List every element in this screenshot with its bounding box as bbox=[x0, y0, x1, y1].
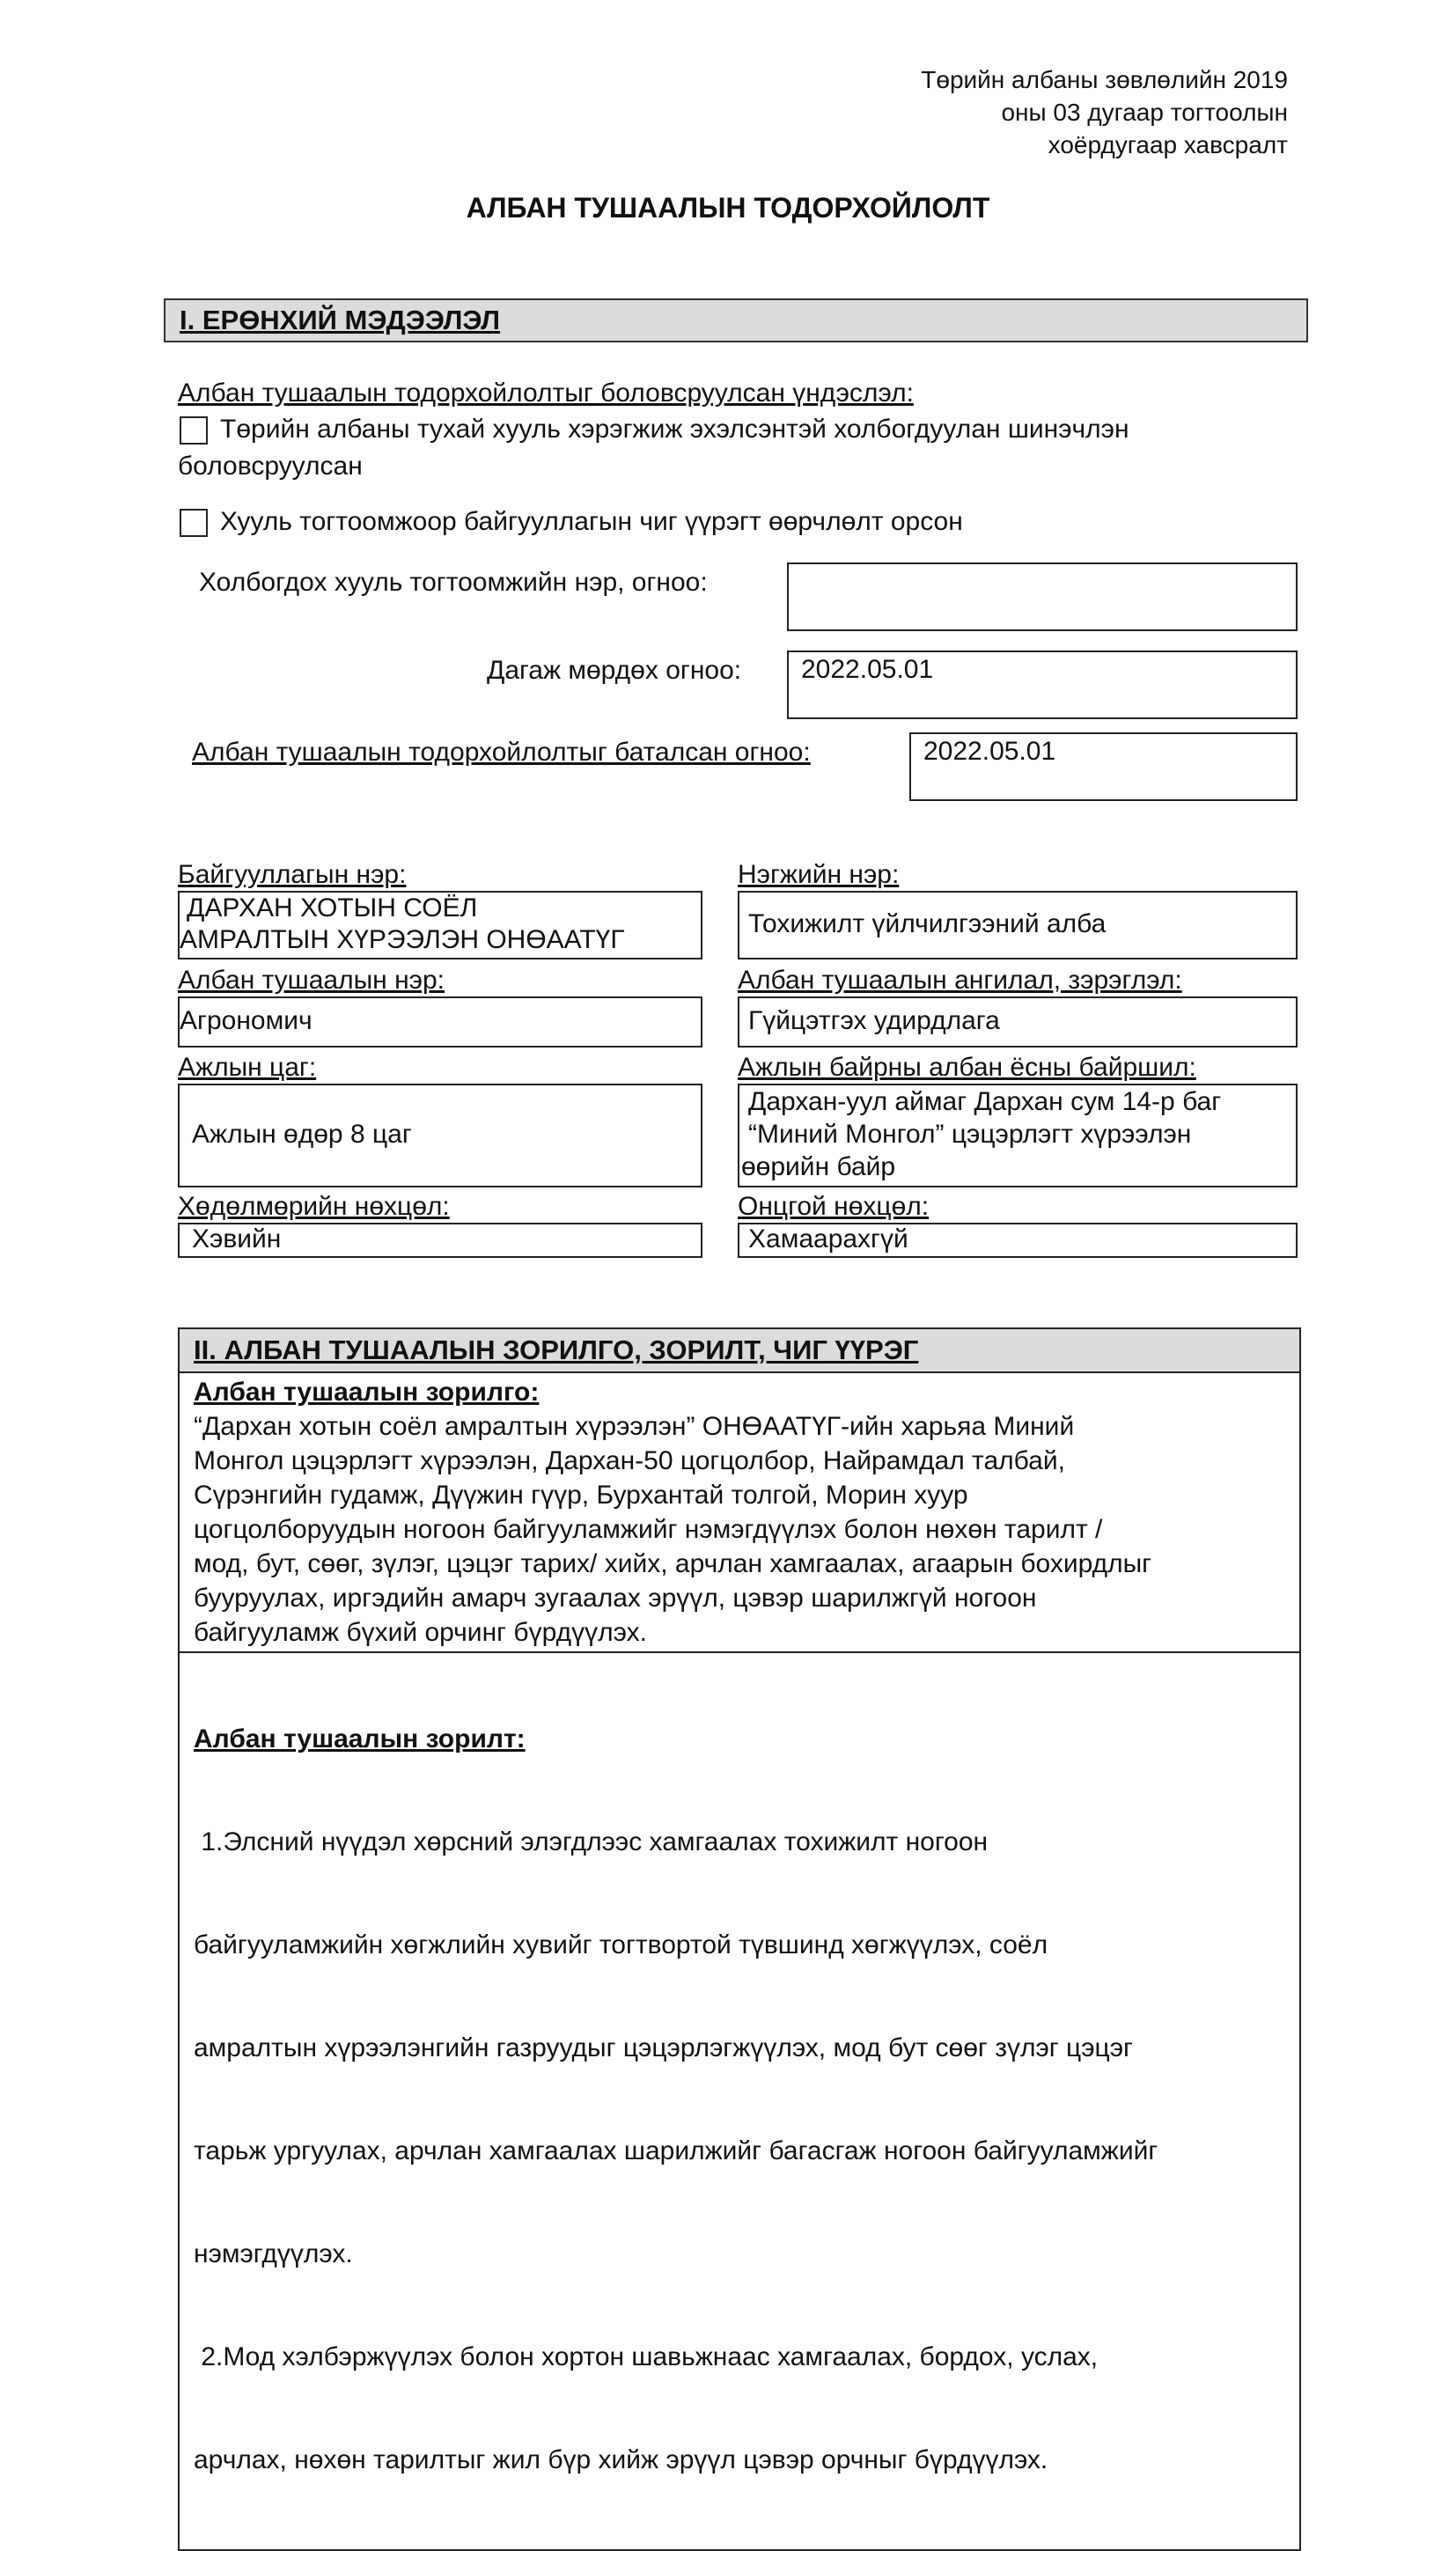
section1-heading bbox=[164, 298, 1308, 342]
approved-date-field[interactable]: 2022.05.01 bbox=[909, 732, 1298, 801]
position-name-field[interactable]: Агрономич bbox=[178, 996, 702, 1048]
unit-name-field[interactable]: Тохижилт үйлчилгээний алба bbox=[738, 891, 1298, 959]
appendix-note-line2: оны 03 дугаар тогтоолын bbox=[1001, 99, 1288, 126]
special-conditions-field[interactable]: Хамаарахгүй bbox=[738, 1223, 1298, 1258]
org-name-label: Байгууллагын нэр: bbox=[178, 860, 407, 889]
appendix-note-line1: Төрийн албаны зөвлөлийн 2019 bbox=[921, 66, 1288, 93]
special-conditions-label: Онцгой нөхцөл: bbox=[738, 1192, 930, 1221]
effective-date-field[interactable]: 2022.05.01 bbox=[787, 651, 1298, 719]
purpose-line: “Дархан хотын соёл амралтын хүрээлэн” ОНӨААТҮГ-ийн харьяа Миний bbox=[194, 1412, 1075, 1441]
section2-heading bbox=[180, 1329, 1299, 1373]
org-name-line2: АМРАЛТЫН ХҮРЭЭЛЭН ОНӨААТҮГ bbox=[180, 925, 625, 954]
objectives-line: байгууламжийн хөгжлийн хувийг тогтвортой түвшинд хөгжүүлэх, соёл bbox=[194, 1930, 1048, 1959]
effective-date-label: Дагаж мөрдөх огноо: bbox=[487, 656, 742, 685]
purpose-cell bbox=[180, 1373, 1299, 1651]
objectives-line: 2.Мод хэлбэржүүлэх болон хортон шавьжнаас хамгаалах, бордох, услах, bbox=[194, 2342, 1099, 2371]
position-name-label: Албан тушаалын нэр: bbox=[178, 966, 445, 995]
conditions-field[interactable]: Хэвийн bbox=[178, 1223, 702, 1258]
objectives-line: арчлах, нөхөн тарилтыг жил бүр хийж эрүүл цэвэр орчныг бүрдүүлэх. bbox=[194, 2445, 1048, 2474]
location-label: Ажлын байрны албан ёсны байршил: bbox=[738, 1053, 1196, 1082]
objectives-line: нэмэгдүүлэх. bbox=[194, 2239, 353, 2268]
purpose-line: цогцолборуудын ногоон байгууламжийг нэмэгдүүлэх болон нөхөн тарилт / bbox=[194, 1515, 1103, 1544]
conditions-label: Хөдөлмөрийн нөхцөл: bbox=[178, 1192, 450, 1221]
purpose-title: Албан тушаалын зорилго: bbox=[194, 1378, 540, 1407]
position-class-field[interactable]: Гүйцэтгэх удирдлага bbox=[738, 996, 1298, 1048]
law-name-label: Холбогдох хууль тогтоомжийн нэр, огноо: bbox=[199, 568, 708, 597]
location-field[interactable] bbox=[738, 1084, 1298, 1187]
org-name-line1: ДАРХАН ХОТЫН СОЁЛ bbox=[187, 893, 478, 923]
location-line3: өөрийн байр bbox=[741, 1152, 896, 1181]
purpose-line: байгууламж бүхий орчинг бүрдүүлэх. bbox=[194, 1618, 647, 1647]
purpose-line: Монгол цэцэрлэгт хүрээлэн, Дархан-50 цогцолбор, Найрамдал талбай, bbox=[194, 1446, 1065, 1475]
work-hours-field[interactable]: Ажлын өдөр 8 цаг bbox=[178, 1084, 702, 1187]
basis-label: Албан тушаалын тодорхойлолтыг боловсруулсан үндэслэл: bbox=[178, 379, 914, 408]
approved-date-label: Албан тушаалын тодорхойлолтыг баталсан огноо: bbox=[192, 738, 811, 767]
unit-name-label: Нэгжийн нэр: bbox=[738, 860, 900, 889]
org-name-field[interactable] bbox=[178, 891, 702, 959]
appendix-note bbox=[921, 63, 1288, 161]
document-title: АЛБАН ТУШААЛЫН ТОДОРХОЙЛОЛТ bbox=[466, 192, 990, 224]
section2-heading-text: II. АЛБАН ТУШААЛЫН ЗОРИЛГО, ЗОРИЛТ, ЧИГ ҮҮРЭГ bbox=[194, 1334, 919, 1365]
objectives-line: 1.Элсний нүүдэл хөрсний элэгдлээс хамгаалах тохижилт ногоон bbox=[194, 1827, 989, 1856]
law-name-field[interactable] bbox=[787, 562, 1298, 631]
location-line1: Дархан-уул аймаг Дархан сум 14-р баг bbox=[748, 1087, 1222, 1116]
checkbox-law-change[interactable] bbox=[180, 509, 208, 537]
location-line2: “Миний Монгол” цэцэрлэгт хүрээлэн bbox=[748, 1120, 1192, 1149]
objectives-title: Албан тушаалын зорилт: bbox=[194, 1724, 526, 1753]
objectives-cell bbox=[180, 1651, 1299, 2549]
purpose-line: Сүрэнгийн гудамж, Дүүжин гүүр, Бурхантай толгой, Морин хуур bbox=[194, 1481, 968, 1510]
section2-table bbox=[178, 1327, 1301, 2551]
option-renewed-line1: Төрийн албаны тухай хууль хэрэгжиж эхэлсэнтэй холбогдуулан шинэчлэн bbox=[220, 415, 1129, 444]
option-renewed-line2: боловсруулсан bbox=[178, 452, 363, 481]
objectives-line: амралтын хүрээлэнгийн газруудыг цэцэрлэгжүүлэх, мод бут сөөг зүлэг цэцэг bbox=[194, 2033, 1133, 2062]
purpose-line: бууруулах, иргэдийн амарч зугаалах эрүүл, цэвэр шарилжгүй ногоон bbox=[194, 1584, 1037, 1613]
checkbox-renewed[interactable] bbox=[180, 416, 208, 445]
appendix-note-line3: хоёрдугаар хавсралт bbox=[1048, 131, 1288, 158]
section1-heading-text: I. ЕРӨНХИЙ МЭДЭЭЛЭЛ bbox=[180, 305, 501, 335]
work-hours-label: Ажлын цаг: bbox=[178, 1053, 317, 1082]
position-class-label: Албан тушаалын ангилал, зэрэглэл: bbox=[738, 966, 1182, 995]
purpose-line: мод, бут, сөөг, зүлэг, цэцэг тарих/ хийх, арчлан хамгаалах, агаарын бохирдлыг bbox=[194, 1549, 1152, 1578]
objectives-line: тарьж ургуулах, арчлан хамгаалах шарилжийг багасгаж ногоон байгууламжийг bbox=[194, 2136, 1158, 2165]
option-law-change: Хууль тогтоомжоор байгууллагын чиг үүрэгт өөрчлөлт орсон bbox=[220, 507, 963, 536]
